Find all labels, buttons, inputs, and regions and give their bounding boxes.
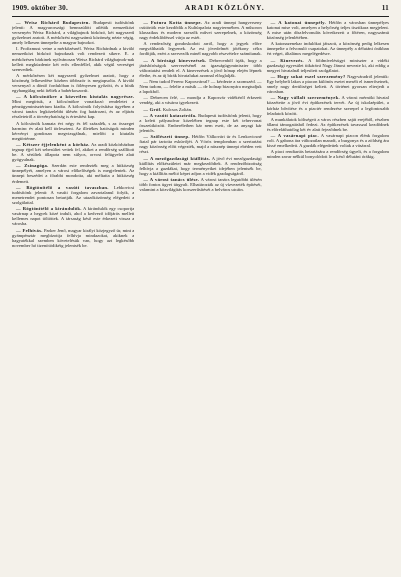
article-text: I. Profizmust vetne a mérkőzésnél. Weisz Richárdnak a kiváló nemzetközi birkózó bajnoknak volt rendezett sikere. E. a mérkőzésen bárkinek nyilvánosan Weisz Richárd világbajnok-nak kellett megküzdenie két erős ellenféllel, akik végül vereséget szenvedtek. xyxy=(12,46,135,72)
article-paragraph xyxy=(267,95,389,115)
article-paragraph xyxy=(267,117,389,132)
article-paragraph xyxy=(12,121,134,141)
article-text: A katonazenekar indulókat játszott, a közönség pedig lelkesen ünnepelte a felvonuló csapatokat. Az ünnepély a délutáni órákban ért véget, általános megelégedésre. xyxy=(266,41,389,57)
issue-date: 1909. október 30. xyxy=(12,4,68,12)
article-paragraph xyxy=(139,177,261,192)
article-headline: — Szőlészeti ünnep. xyxy=(143,134,190,140)
article-text: Mint megírtuk, a kölcsönökre vonatkozó rendeletet a pénzügyminisztérium kiadta. A kölcsönök folyósítása ügyében a városi tanács legközelebbi ülésén fog határozni, és az eljárás részleteiről a törvényhatóság is értesítést kap. xyxy=(12,99,135,120)
article-paragraph xyxy=(139,134,261,154)
article-paragraph xyxy=(139,79,261,94)
page-number: 11 xyxy=(381,4,389,12)
article-headline: — A katonai ünnepély. xyxy=(270,20,327,25)
article-paragraph xyxy=(12,206,134,226)
article-paragraph xyxy=(12,73,134,93)
article-paragraph xyxy=(12,94,134,119)
article-text: Az aradi közkórházban tegnap éjjel két sebesültet vettek fel, akiket a rendőrség szállított be. A sérültek állapota nem súlyos, orvosi felügyelet alatt gyógyulnak. xyxy=(12,142,135,163)
article-paragraph xyxy=(267,74,389,94)
article-paragraph xyxy=(139,95,261,105)
article-paragraph xyxy=(139,156,261,176)
article-text: A rendezőség gondoskodott arról, hogy a jegyek előre megválthatók legyenek. Az est jövedelmét jótékony célra fordítják, ezért a szervezők minél nagyobb részvételre számítanak. xyxy=(139,41,262,57)
article-headline: — Futura Kotta ünnepe. xyxy=(143,20,203,25)
article-text: A városi tanács legutóbbi ülésén több fontos ügyet tárgyalt. Elhatározták az új vízvezeték építését, valamint a közvilágítás korszerűsítését a belváros utcáin. xyxy=(139,177,262,193)
article-paragraph xyxy=(267,58,389,73)
article-text: A kirándulók egy csoportja vasárnap a hegyek közé indult, ahol a kedvező időjárás mellett kellemes napot töltöttek. A társaság késő este érkezett vissza a városba. xyxy=(12,206,135,227)
article-headline: — A városi tanács ülése. xyxy=(143,177,200,183)
article-headline: — A kölcsönökre a közvetlen kiutalás nagyrésze. xyxy=(16,94,135,100)
article-paragraph xyxy=(267,149,389,159)
article-headline: — Rögtönítélő a kirándulók. xyxy=(16,206,82,212)
article-text: Budapesti tudósítónk jelenti, hogy a keleti pályaudvar közelében tegnap este két tehervonat összeütközött. Emberéletben kár nem esett, de az anyagi kár jelentős. xyxy=(139,112,262,134)
article-headline: — Zsinagóga. xyxy=(16,163,49,169)
article-text: Lebkovicsi tudósítónk jelenti: A vasúti forgalom zavartalanul folyik, a menetrendet pontosan betartják. Az utazóközönség elégedett a szolgálattal. xyxy=(12,184,135,205)
article-paragraph xyxy=(139,41,261,56)
article-text: A földmívelésügyi miniszter a vidéki gazdasági egyesület titkárává Nagy Jánost nevezte ki, aki eddig a megyei hivatalnál teljesített szolgálatot. xyxy=(266,57,389,73)
article-paragraph xyxy=(139,107,261,112)
article-headline: — Nagy vállalt szerzemények. xyxy=(270,95,340,101)
article-text: Nagyváradról jelentik: Egy helybeli lakos a piacon különös esetet mesélt el ismerőseinek, amely nagy derültséget keltett. A történet gyorsan elterjedt a városban. xyxy=(266,74,389,95)
article-text: — Debrecen felé, — mondja a Kaposvár vidékéről érkezett vendég, aki a vásárra igyekezett. xyxy=(139,95,262,106)
article-text: Hétfőn a városban ünnepélyes katonai mise volt, amelyen a helyőrség teljes tisztikara megjelent. A mise után díszfelvonulás következett a főtéren, nagyszámú közönség jelenlétében. xyxy=(266,20,389,41)
article-text: Kulcsos Zoltán. xyxy=(162,106,193,112)
column-1 xyxy=(12,20,134,572)
article-headline: — Felhívás. xyxy=(16,227,43,233)
article-headline: — Kinevezés. xyxy=(270,57,304,63)
article-paragraph xyxy=(267,20,389,40)
masthead xyxy=(12,4,389,17)
article-headline: — A bírósági kinevezések. xyxy=(143,57,207,63)
article-text: Parker Jenő, magyar királyi közjegyző úr, mint a gyámpénztár megbízottja felhívja mindazokat, akiknek a hagyatékkal szemben követelésük van, hogy azt legkésőbb november hó tizenötödikéig jelentsék be. xyxy=(12,227,135,248)
article-headline: — Weisz Richárd Budapesten. xyxy=(16,20,91,25)
article-text: A városi mérnöki hivatal közzétette a jövő évi építkezések tervét. Az új iskolaépület, a kórház bővítése és a piactér rendezése szerepel a legfontosabb feladatok között. xyxy=(266,95,389,116)
article-text: Az aradi ünnepi hangverseny csütörtök este kezdődik a Kultúrpalota nagytermében. A műsoron klasszikus és modern szerzők művei szerepelnek, a közönség nagy érdeklődéssel várja az estét. xyxy=(139,20,262,41)
article-text: Hétfőn Válkovári úr és Lenkovicsné fiatal pár tartotta esküvőjét. A Vörös templomban a szertartást nagy közönség előtt végezték, majd a násznép ünnepi ebéden vett részt. xyxy=(139,134,262,155)
newspaper-title: ARADI KÖZLÖNY. xyxy=(184,4,265,12)
article-paragraph xyxy=(139,20,261,40)
article-headline: — Kétszer éjjelenként a kórház. xyxy=(16,142,90,148)
article-text: Debrecenből írják, hogy a járásbíróságok szervezésénél az igazságügyminiszter több változtatást rendelt el. A kinevezések a jövő hónap elején lépnek életbe, és az új bírák hivatalukat azonnal elfoglalják. xyxy=(139,57,262,78)
article-paragraph xyxy=(139,113,261,133)
article-headline: — A mezőgazdasági kiállítás. xyxy=(143,155,211,161)
article-text: Szerdán este rendezték meg a hitközség ünnepélyét, amelyen a városi előkelőségek is megjelentek. Az ünnepi beszédet a főrabbi mondotta, aki méltatta a hitközség érdemeit. xyxy=(12,163,135,184)
article-paragraph xyxy=(12,163,134,183)
article-headline: — A vasúti katasztrófa. xyxy=(143,112,197,118)
article-headline: — Hogy sokat eszel szerzemény? xyxy=(270,74,346,80)
article-text: A jövő évi mezőgazdasági kiállítás előkészületei már megkezdődtek. A rendezőbizottság felhívja a gazdákat, hogy terményeiket idejében jelentsék be, hogy a kiállítás méltó képet adjon a vidék gazdagságáról. xyxy=(139,155,262,176)
article-headline: — Rögtönítélő a vasúti tavaszban. xyxy=(16,184,109,190)
article-text: A kölcsönök kamata évi négy és fél százalék, s az összeget harminc év alatt kell törleszteni. Az illetékes hatóságok minden kérvényt gondosan megvizsgálnak, mielőtt a kiutalás megtörténne. xyxy=(12,120,135,141)
article-paragraph xyxy=(139,58,261,78)
article-paragraph xyxy=(267,133,389,148)
column-3 xyxy=(267,20,389,572)
article-text: A vasárnapi piacon élénk forgalom volt. A gabona ára változatlan maradt, a burgonya és a zöldség ára kissé emelkedett. A gazdák elégedettek voltak a vásárral. xyxy=(266,133,389,149)
article-text: Budapesti tudósítónk jelenti: A magyarországi bennszülött atléták nemzetközi versenyén Weisz Richárd, a világbajnok birkózó, két nagyszerű győzelmet aratott. A mérkőzést nagyszámú közönség nézte végig, amely lelkesen ünnepelte a magyar bajnokot. xyxy=(12,20,135,46)
column-2 xyxy=(139,20,261,572)
article-paragraph xyxy=(12,228,134,248)
article-columns xyxy=(12,20,389,572)
article-paragraph xyxy=(267,41,389,56)
article-text: A piaci rendtartás betartására a rendőrség ügyelt, és a forgalom minden zavar nélkül bonyolódott le a késő délutáni órákig. xyxy=(266,149,389,160)
article-headline: — Gróf. xyxy=(143,106,162,112)
article-paragraph xyxy=(12,142,134,162)
article-text: — Nem tudod Ferenc Kaposvárral? — kérdezte a szomszéd. — Nem tudom, — felelte a másik — de holnap bizonyára megtudjuk a lapokból. xyxy=(139,79,262,95)
article-paragraph xyxy=(12,20,134,45)
article-paragraph xyxy=(12,46,134,71)
article-text: A mérkőzésen két nagyszerű győzelmet aratott, hogy a közönség lelkesedése közben többször is megtapsolta. A kiváló versenyző a döntő fordulóban is fölényesen győzött, és a bírák egyhangúlag neki ítélték a babérkoszorút. xyxy=(12,72,135,93)
article-headline: — A vasárnapi piac. xyxy=(270,133,319,139)
article-paragraph xyxy=(12,185,134,205)
article-text: A munkálatok költségeit a város részben saját erejéből, részben állami támogatásból fedezi. Az építkezések tavasszal kezdődnek és előreláthatólag két év alatt fejeződnek be. xyxy=(266,116,389,132)
